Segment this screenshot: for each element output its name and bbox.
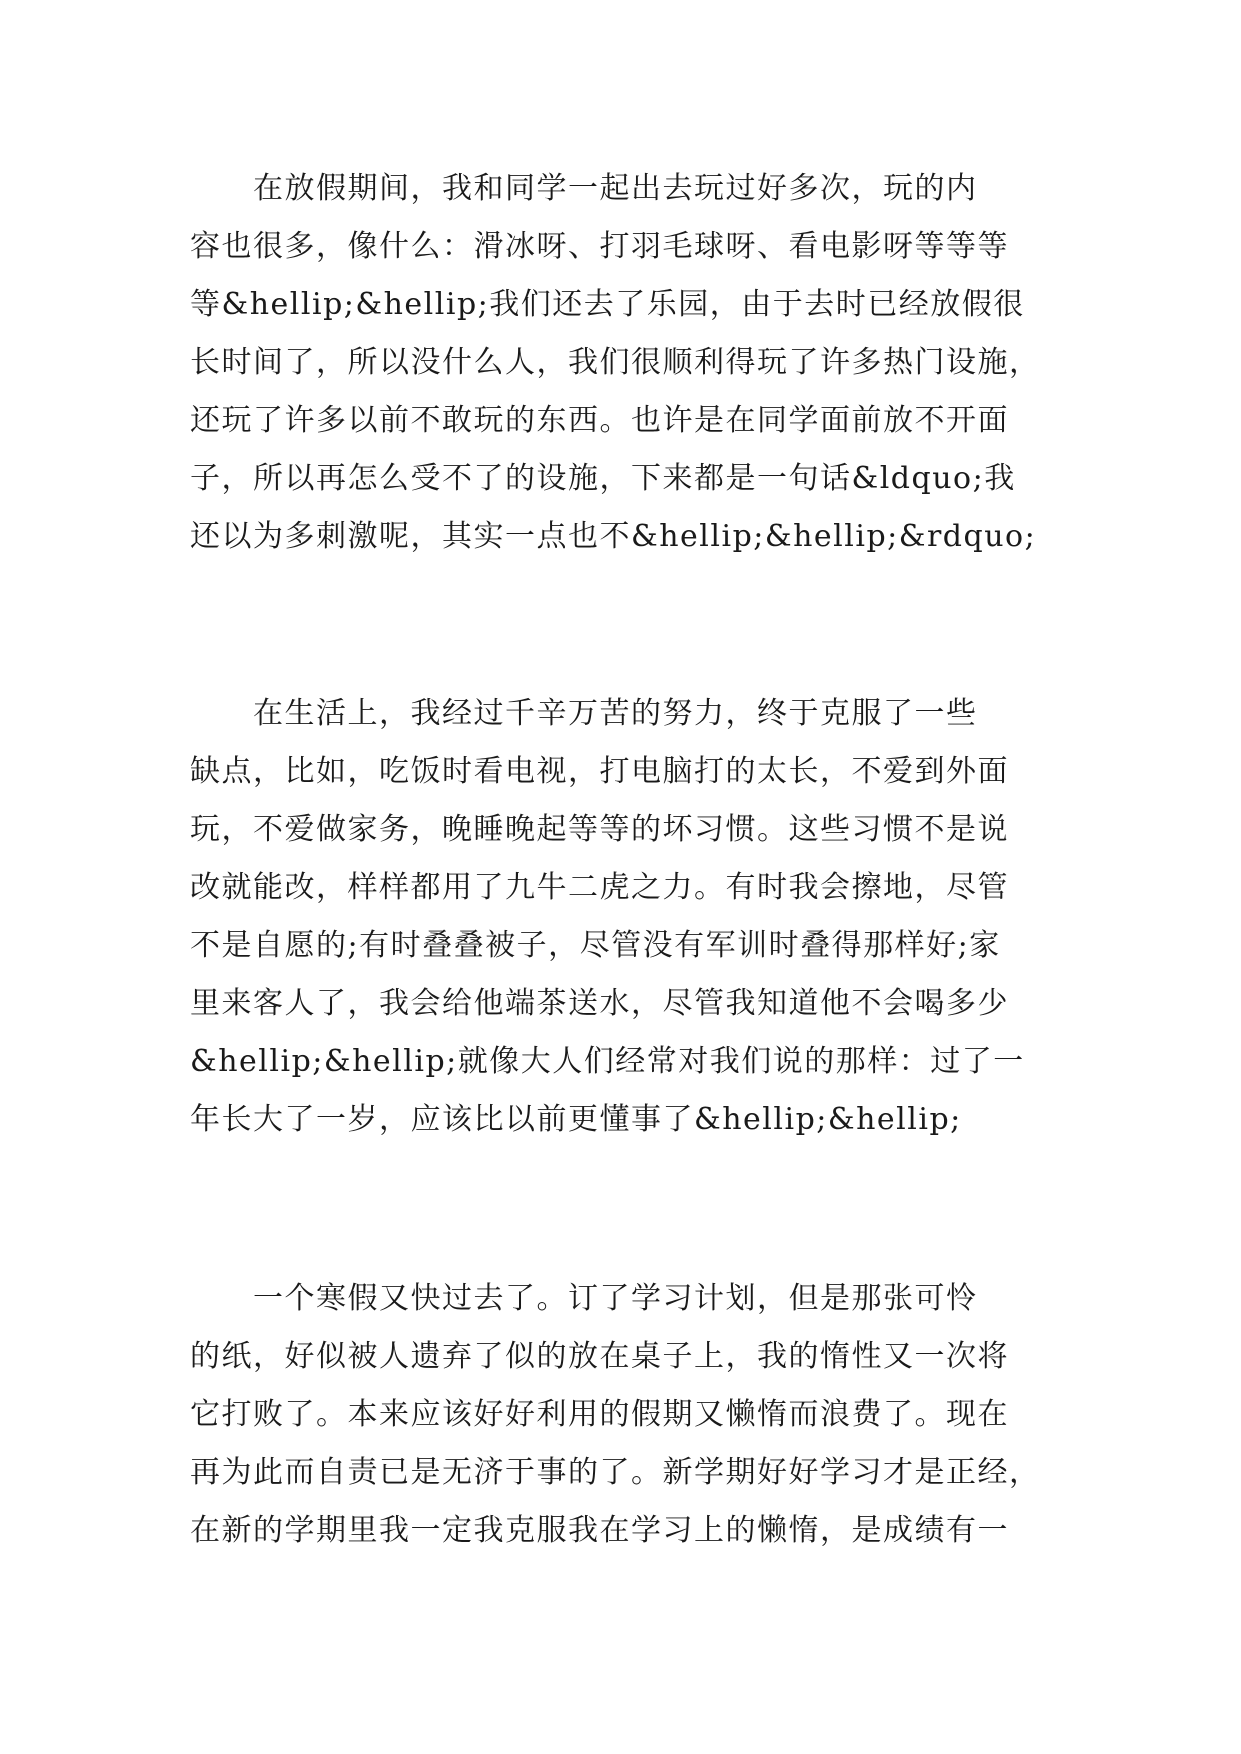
text-line: 长时间了，所以没什么人，我们很顺利得玩了许多热门设施，: [190, 345, 1041, 380]
text-line: 它打败了。本来应该好好利用的假期又懒惰而浪费了。现在: [190, 1397, 1009, 1432]
paragraph-holiday-outings: [190, 160, 1055, 566]
text-line: &hellip;&hellip;就像大人们经常对我们说的那样：过了一: [190, 1044, 1025, 1079]
text-line: 等&hellip;&hellip;我们还去了乐园，由于去时已经放假很: [190, 287, 1025, 322]
text-line: 子，所以再怎么受不了的设施，下来都是一句话&ldquo;我: [190, 461, 1016, 496]
text-line: 在生活上，我经过千辛万苦的努力，终于克服了一些: [190, 696, 978, 731]
text-line: 缺点，比如，吃饭时看电视，打电脑打的太长，不爱到外面: [190, 754, 1009, 789]
text-line: 不是自愿的;有时叠叠被子，尽管没有军训时叠得那样好;家: [190, 928, 1001, 963]
paragraph-study-plan: [190, 1270, 1055, 1560]
text-line: 在新的学期里我一定我克服我在学习上的懒惰，是成绩有一: [190, 1513, 1009, 1548]
text-line: 再为此而自责已是无济于事的了。新学期好好学习才是正经，: [190, 1455, 1041, 1490]
text-line: 玩，不爱做家务，晚睡晚起等等的坏习惯。这些习惯不是说: [190, 812, 1009, 847]
paragraph-daily-life: [190, 685, 1055, 1149]
text-line: 还以为多刺激呢，其实一点也不&hellip;&hellip;&rdquo;: [190, 519, 1037, 554]
text-line: 里来客人了，我会给他端茶送水，尽管我知道他不会喝多少: [190, 986, 1009, 1021]
text-line: 年长大了一岁，应该比以前更懂事了&hellip;&hellip;: [190, 1102, 962, 1137]
text-line: 的纸，好似被人遗弃了似的放在桌子上，我的惰性又一次将: [190, 1339, 1009, 1374]
text-line: 在放假期间，我和同学一起出去玩过好多次，玩的内: [190, 171, 978, 206]
text-line: 一个寒假又快过去了。订了学习计划，但是那张可怜: [190, 1281, 978, 1316]
text-line: 容也很多，像什么：滑冰呀、打羽毛球呀、看电影呀等等等: [190, 229, 1009, 264]
text-line: 改就能改，样样都用了九牛二虎之力。有时我会擦地，尽管: [190, 870, 1009, 905]
text-line: 还玩了许多以前不敢玩的东西。也许是在同学面前放不开面: [190, 403, 1009, 438]
